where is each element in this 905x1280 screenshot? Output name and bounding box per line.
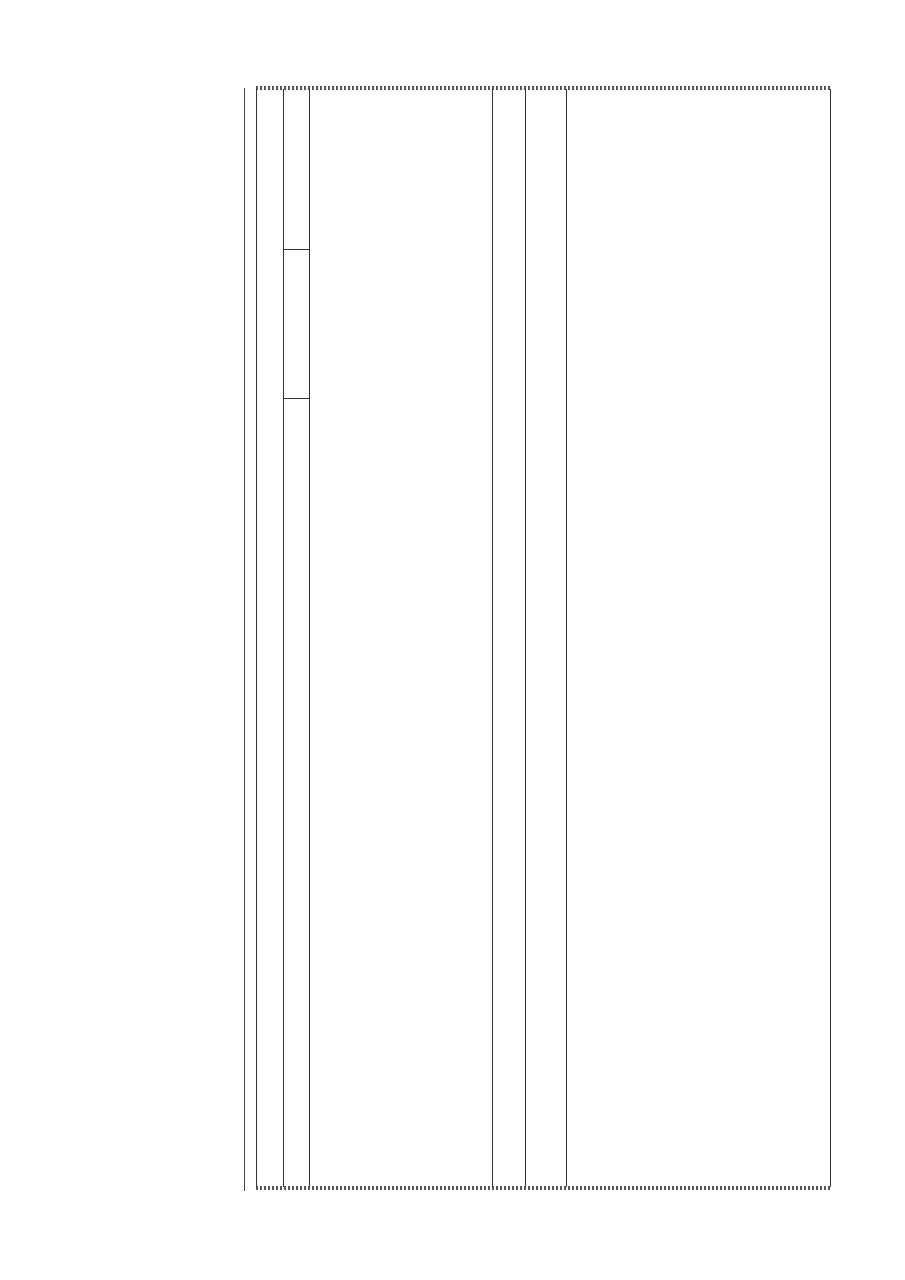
course-table [256, 89, 831, 1187]
margin-rule [244, 88, 245, 1191]
domain-cell-h [283, 274, 309, 399]
domain-cell-g [283, 89, 309, 250]
category-cell [256, 89, 283, 1187]
domain-cell-i [283, 398, 309, 1187]
